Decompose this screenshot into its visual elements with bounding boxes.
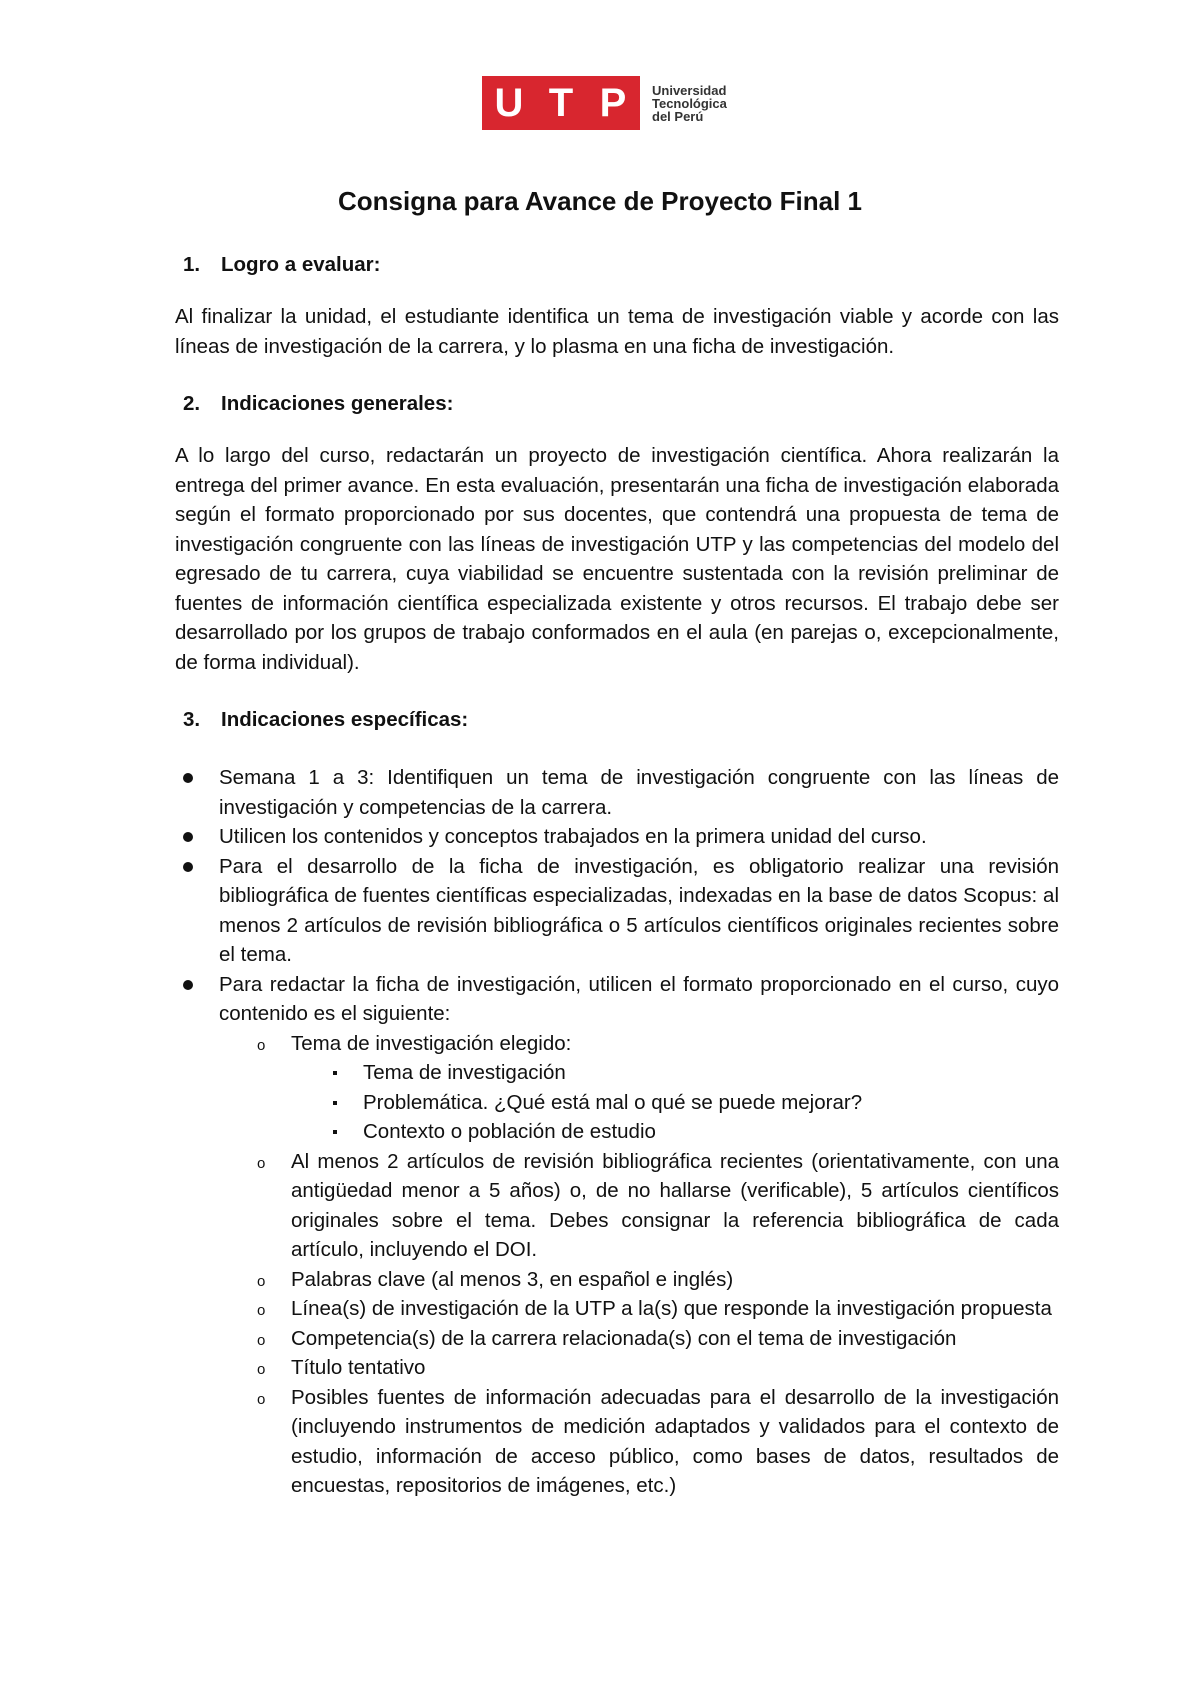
logo-line: Tecnológica [652, 95, 727, 111]
sub-list-item-text: Línea(s) de investigación de la UTP a la(s) que responde la investigación propuesta [291, 1297, 1052, 1320]
document-body [175, 250, 1059, 1501]
sub-list-item-text: Posibles fuentes de información adecuadas para el desarrollo de la investigación (incluyendo instrumentos de medición adaptados y validados para el contexto de estudio, información de acceso público, como bases de datos, resultados de encuestas, repositorios de imágenes, etc.) [291, 1385, 1059, 1497]
sub-list-item [219, 1383, 1059, 1501]
section-number: 3. [183, 708, 201, 731]
list-item-text: Para el desarrollo de la ficha de investigación, es obligatorio realizar una revisión bibliográfica de fuentes científicas especializadas, indexadas en la base de datos Scopus: al menos 2 artículos de revisión bibliográfica o 5 artículos científicos originales recientes sobre el tema. [219, 854, 1059, 966]
list-item [175, 970, 1059, 1501]
logo-letter: T [548, 80, 574, 125]
list-item-text: Utilicen los contenidos y conceptos trabajados en la primera unidad del curso. [219, 825, 927, 848]
utp-logo [482, 76, 727, 130]
sub-list-item-text: Título tentativo [291, 1356, 426, 1379]
list-item [175, 822, 1059, 852]
sub-list-item [219, 1265, 1059, 1295]
sub-list-item-text: Palabras clave (al menos 3, en español e inglés) [291, 1267, 734, 1291]
section-paragraph-indicaciones-generales: A lo largo del curso, redactarán un proyecto de investigación científica. Ahora realizarán la entrega del primer avance. En esta evaluación, presentarán una ficha de investigación elaborada según el formato proporcionado por sus docentes, que contendrá una propuesta de tema de investigación congruente con las líneas de investigación UTP y las competencias del modelo del egresado de tu carrera, cuya viabilidad se encuentre sustentada con la revisión preliminar de fuentes de información científica especializada existente y otros recursos. El trabajo debe ser desarrollado por los grupos de trabajo conformados en el aula (en parejas o, excepcionalmente, de forma individual). [175, 444, 1059, 674]
circle-bullet-icon: o [257, 1361, 266, 1378]
list-item [175, 763, 1059, 822]
logo-line: del Perú [652, 108, 704, 124]
section-title: Logro a evaluar: [221, 253, 381, 276]
specific-instructions-list [175, 763, 1059, 1501]
logo-letter: P [599, 80, 627, 125]
sub-list-item [219, 1029, 1059, 1147]
sub-sub-list-item-text: Problemática. ¿Qué está mal o qué se puede mejorar? [363, 1090, 863, 1114]
logo-letter: U [494, 80, 524, 125]
section-heading-indicaciones-generales [183, 389, 1059, 419]
bullet-icon [183, 773, 193, 783]
sub-list-item [219, 1353, 1059, 1383]
section-heading-logro [183, 250, 1059, 280]
logo-wordmark [652, 84, 727, 123]
sub-sub-list-item-text: Tema de investigación [363, 1061, 566, 1084]
list-item-text: Para redactar la ficha de investigación, utilicen el formato proporcionado en el curso, cuyo contenido es el siguiente: [219, 972, 1059, 1025]
sub-list-item [219, 1294, 1059, 1324]
ficha-contents-list [219, 1029, 1059, 1501]
sub-sub-list-item [291, 1088, 1059, 1118]
logo-line: Universidad [652, 82, 727, 98]
sub-list-item [219, 1324, 1059, 1354]
bullet-icon [183, 862, 193, 872]
section-title: Indicaciones específicas: [221, 708, 469, 731]
square-bullet-icon [333, 1130, 337, 1134]
circle-bullet-icon: o [257, 1272, 266, 1290]
circle-bullet-icon: o [257, 1302, 266, 1319]
square-bullet-icon [333, 1101, 337, 1105]
section-title: Indicaciones generales: [221, 392, 454, 415]
circle-bullet-icon: o [257, 1331, 266, 1349]
section-number: 1. [183, 253, 201, 276]
circle-bullet-icon: o [257, 1154, 266, 1172]
sub-list-item-text: Competencia(s) de la carrera relacionada(s) con el tema de investigación [291, 1326, 957, 1350]
circle-bullet-icon: o [257, 1036, 266, 1054]
list-item [175, 852, 1059, 970]
sub-sub-list-item [291, 1058, 1059, 1088]
square-bullet-icon [333, 1071, 337, 1075]
logo-mark [482, 76, 640, 130]
section-heading-indicaciones-especificas [183, 705, 1059, 735]
sub-sub-list-item [291, 1117, 1059, 1147]
section-number: 2. [183, 392, 201, 415]
bullet-icon [183, 980, 193, 990]
document-title: Consigna para Avance de Proyecto Final 1 [337, 186, 862, 216]
sub-sub-list-item-text: Contexto o población de estudio [363, 1120, 656, 1143]
list-item-text: Semana 1 a 3: Identifiquen un tema de investigación congruente con las líneas de investigación y competencias de la carrera. [219, 766, 1059, 819]
sub-list-item-text: Tema de investigación elegido: [291, 1031, 572, 1055]
circle-bullet-icon: o [257, 1390, 266, 1408]
bullet-icon [183, 832, 193, 842]
sub-list-item [219, 1147, 1059, 1265]
section-paragraph-logro: Al finalizar la unidad, el estudiante identifica un tema de investigación viable y acorde con las líneas de investigación de la carrera, y lo plasma en una ficha de investigación. [175, 305, 1059, 358]
tema-details-list [291, 1058, 1059, 1147]
sub-list-item-text: Al menos 2 artículos de revisión bibliográfica recientes (orientativamente, con una antigüedad menor a 5 años) o, de no hallarse (verificable), 5 artículos científicos originales sobre el tema. Debes consignar la referencia bibliográfica de cada artículo, incluyendo el DOI. [291, 1149, 1059, 1261]
